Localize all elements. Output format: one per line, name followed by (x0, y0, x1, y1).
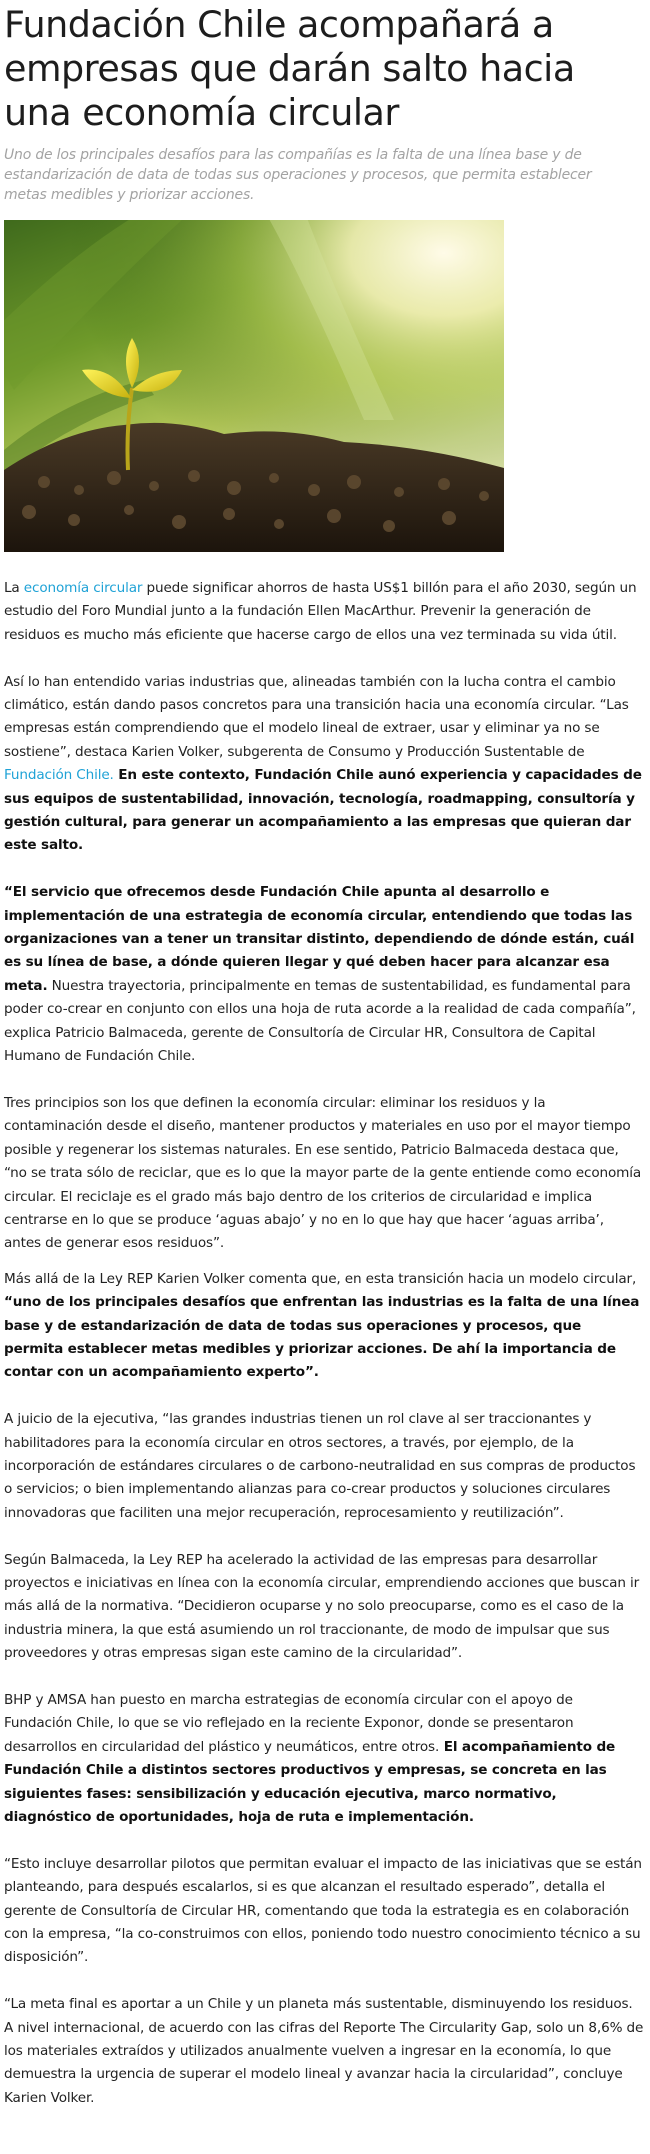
seedling-sprout-image (4, 220, 504, 552)
article-lead: Uno de los principales desafíos para las compañías es la falta de una línea base y de estandarización de data de todas sus operaciones y procesos, que permita establecer metas medibles y priorizar acciones. (4, 147, 592, 203)
paragraph-3 (4, 881, 644, 1068)
text: La (4, 580, 24, 596)
text: Nuestra trayectoria, principalmente en temas de sustentabilidad, es fundamental para poder co-crear en conjunto con ellos una hoja de ruta acorde a la realidad de cada compañía”, explica Patricio Balmaceda, gerente de Consultoría de Circular HR, Consultora de Capital Humano de Fundación Chile. (4, 977, 636, 1065)
paragraph-5 (4, 1268, 644, 1385)
paragraph-6: A juicio de la ejecutiva, “las grandes industrias tienen un rol clave al ser traccionantes y habilitadores para la economía circular en otros sectores, a través, por ejemplo, de la incorporación de estándares circulares o de carbono-neutralidad en sus compras de productos o servicios; o bien implementando alianzas para co-crear productos y soluciones circulares innovadoras que faciliten una mejor recuperación, reprocesamiento y reutilización”. (4, 1411, 636, 1521)
hero-image (4, 220, 504, 552)
link-fundacion-chile[interactable]: Fundación Chile. (4, 767, 114, 784)
text: Más allá de la Ley REP Karien Volker comenta que, en esta transición hacia un modelo circular, (4, 1270, 637, 1287)
link-economia-circular[interactable]: economía circular (23, 580, 143, 596)
bold-text: “uno de los principales desafíos que enfrentan las industrias es la falta de una línea base y de estandarización de data de todas sus operaciones y procesos, que permita establecer metas medibles y priorizar acciones. De ahí la importancia de contar con un acompañamiento experto”. (4, 1294, 640, 1381)
article-body (4, 577, 644, 2110)
bold-text: En este contexto, Fundación Chile aunó experiencia y capacidades de sus equipos de sustentabilidad, innovación, tecnología, roadmapping, consultoría y gestión cultural, para generar un acompañamiento a las empresas que quieran dar este salto. (4, 767, 642, 854)
text: Así lo han entendido varias industrias que, alineadas también con la lucha contra el cambio climático, están dando pasos concretos para una transición hacia una economía circular. “Las empresas están comprendiendo que el modelo lineal de extraer, usar y eliminar ya no se sostiene”, destaca Karien Volker, subgerenta de Consumo y Producción Sustentable de (4, 673, 629, 760)
paragraph-4: Tres principios son los que definen la economía circular: eliminar los residuos y la contaminación desde el diseño, mantener productos y materiales en uso por el mayor tiempo posible y regenerar los sistemas naturales. En ese sentido, Patricio Balmaceda destaca que, “no se trata sólo de reciclar, que es lo que la mayor parte de la gente entiende como economía circular. El reciclaje es el grado más bajo dentro de los criterios de circularidad e implica centrarse en lo que se produce ‘aguas abajo’ y no en lo que hay que hacer ‘aguas arriba’, antes de generar esos residuos”. (4, 1094, 642, 1252)
article-title: Fundación Chile acompañará a empresas que darán salto hacia una economía circular (4, 3, 575, 134)
text: puede significar ahorros de hasta US$1 billón para el año 2030, según un estudio del Foro Mundial junto a la fundación Ellen MacArthur. Prevenir la generación de residuos es mucho más eficiente que hacerse cargo de ellos una vez terminada su vida útil. (4, 580, 637, 643)
paragraph-9: “Esto incluye desarrollar pilotos que permitan evaluar el impacto de las iniciativas que se están planteando, para después escalarlos, si es que alcanzan el resultado esperado”, detalla el gerente de Consultoría de Circular HR, comentando que toda la estrategia es en colaboración con la empresa, “la co-construimos con ellos, poniendo todo nuestro conocimiento técnico a su disposición”. (4, 1855, 642, 1966)
paragraph-8 (4, 1689, 644, 1829)
text: BHP y AMSA han puesto en marcha estrategias de economía circular con el apoyo de Fundación Chile, lo que se vio reflejado en la reciente Exponor, donde se presentaron desarrollos en circularidad del plástico y neumáticos, entre otros. (4, 1692, 574, 1755)
paragraph-7: Según Balmaceda, la Ley REP ha acelerado la actividad de las empresas para desarrollar proyectos e iniciativas en línea con la economía circular, emprendiendo acciones que buscan ir más allá de la normativa. “Decidieron ocuparse y no solo preocuparse, como es el caso de la industria minera, la que está asumiendo un rol traccionante, de modo de impulsar que sus proveedores y otras empresas sigan este camino de la circularidad”. (4, 1551, 640, 1662)
bold-text: El acompañamiento de Fundación Chile a distintos sectores productivos y empresas, se concreta en las siguientes fases: sensibilización y educación ejecutiva, marco normativo, diagnóstico de oportunidades, hoja de ruta e implementación. (4, 1738, 616, 1826)
paragraph-1 (4, 577, 644, 647)
paragraph-2 (4, 671, 644, 858)
bold-text: “El servicio que ofrecemos desde Fundación Chile apunta al desarrollo e implementación de una estrategia de economía circular, entendiendo que todas las organizaciones van a tener un transitar distinto, dependiendo de dónde están, cuál es su línea de base, a dónde quieren llegar y qué deben hacer para alcanzar esa meta. (4, 884, 635, 994)
paragraph-10: “La meta final es aportar a un Chile y un planeta más sustentable, disminuyendo los residuos. A nivel internacional, de acuerdo con las cifras del Reporte The Circularity Gap, solo un 8,6% de los materiales extraídos y utilizados anualmente vuelven a ingresar en la economía, lo que demuestra la urgencia de superar el modelo lineal y avanzar hacia la circularidad”, concluye Karien Volker. (4, 1996, 644, 2106)
